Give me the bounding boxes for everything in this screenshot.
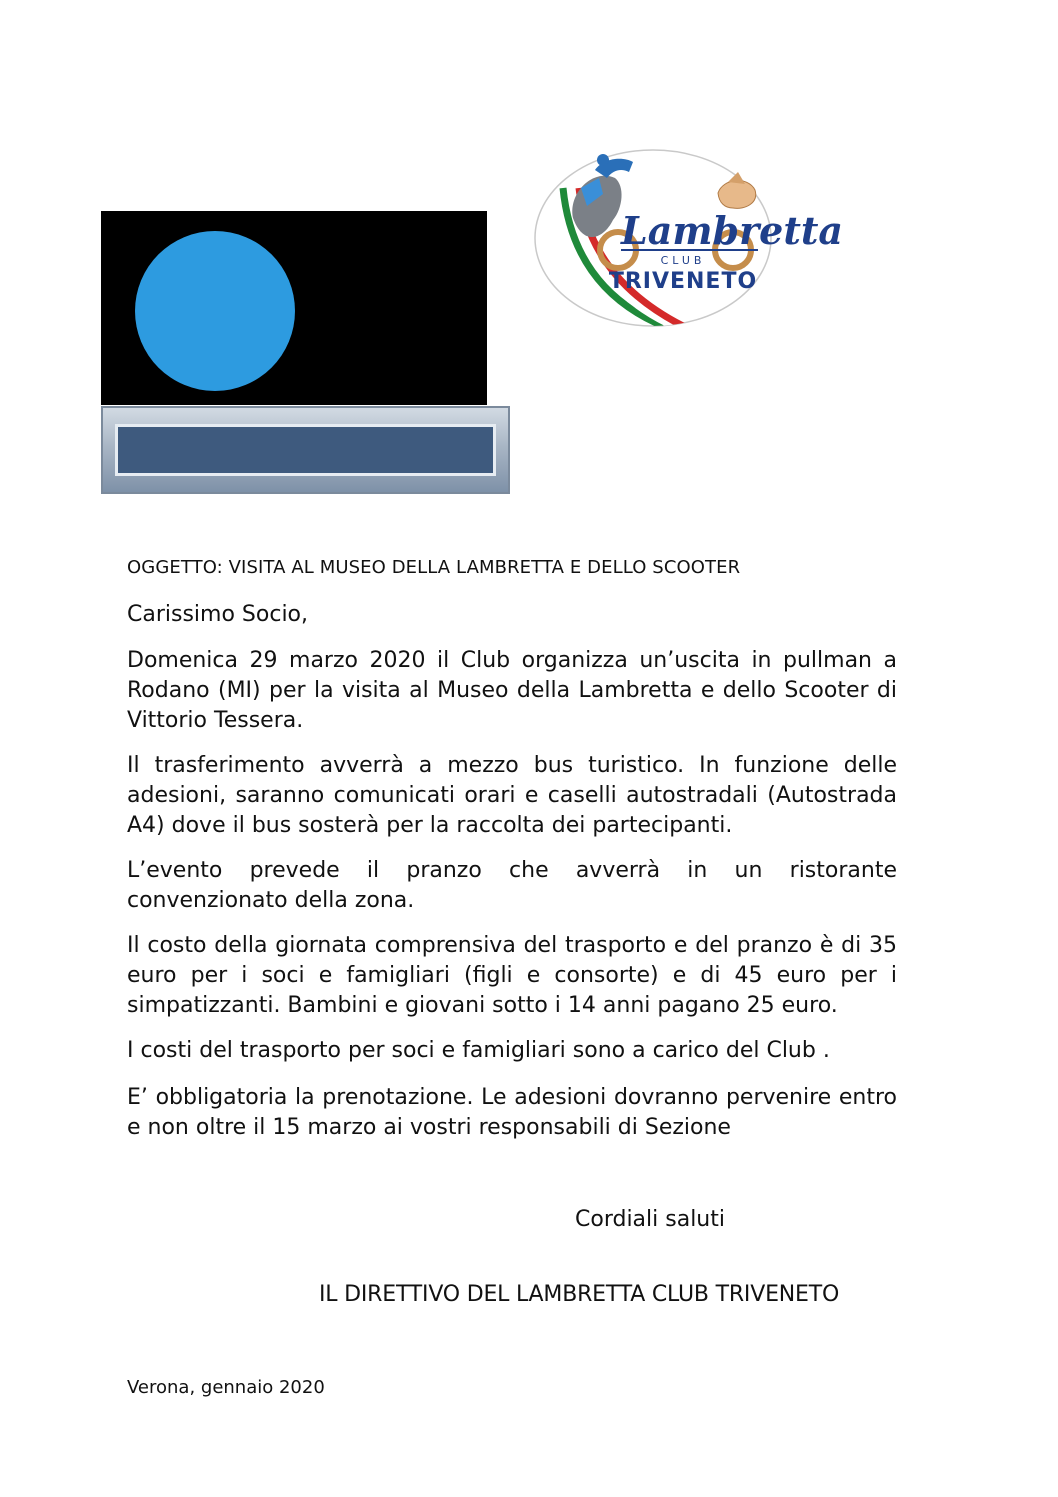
lambretta-club-triveneto-logo [533,148,844,328]
letter-paragraph: I costi del trasporto per soci e famigliari sono a carico del Club . [127,1038,830,1063]
casa-lambretta-plate [115,424,496,476]
letter-subject: OGGETTO: VISITA AL MUSEO DELLA LAMBRETTA E DELLO SCOOTER [127,557,741,578]
letter-paragraph: L’evento prevede il pranzo che avverrà in un ristorante convenzionato della zona. [127,858,897,913]
letter-closing: Cordiali saluti [575,1207,725,1232]
letter-place-date: Verona, gennaio 2020 [127,1377,325,1398]
logo-circle [135,231,295,391]
club-region-text: TRIVENETO [608,269,758,294]
club-name-text: Lambretta [621,208,844,253]
letter-paragraph: Il costo della giornata comprensiva del trasporto e del pranzo è di 35 euro per i soci e famigliari (figli e consorte) e di 45 euro per i simpatizzanti. Bambini e giovani sotto i 14 anni pagano 25 euro. [127,933,897,1018]
letter-paragraph: E’ obbligatoria la prenotazione. Le adesioni dovranno pervenire entro e non oltre il 15 marzo ai vostri responsabili di Sezione [127,1085,897,1140]
museo-scooter-logo [101,211,487,405]
club-label-text: CLUB [660,254,706,267]
letter-paragraph: Domenica 29 marzo 2020 il Club organizza un’uscita in pullman a Rodano (MI) per la visita al Museo della Lambretta e dello Scooter di Vittorio Tessera. [127,648,897,733]
letter-greeting: Carissimo Socio, [127,602,309,627]
letter-signature: IL DIRETTIVO DEL LAMBRETTA CLUB TRIVENETO [319,1282,840,1307]
letter-paragraph: Il trasferimento avverrà a mezzo bus turistico. In funzione delle adesioni, saranno comunicati orari e caselli autostradali (Autostrada A4) dove il bus sosterà per la raccolta dei partecipanti. [127,753,897,838]
casa-lambretta-logo [101,406,510,494]
